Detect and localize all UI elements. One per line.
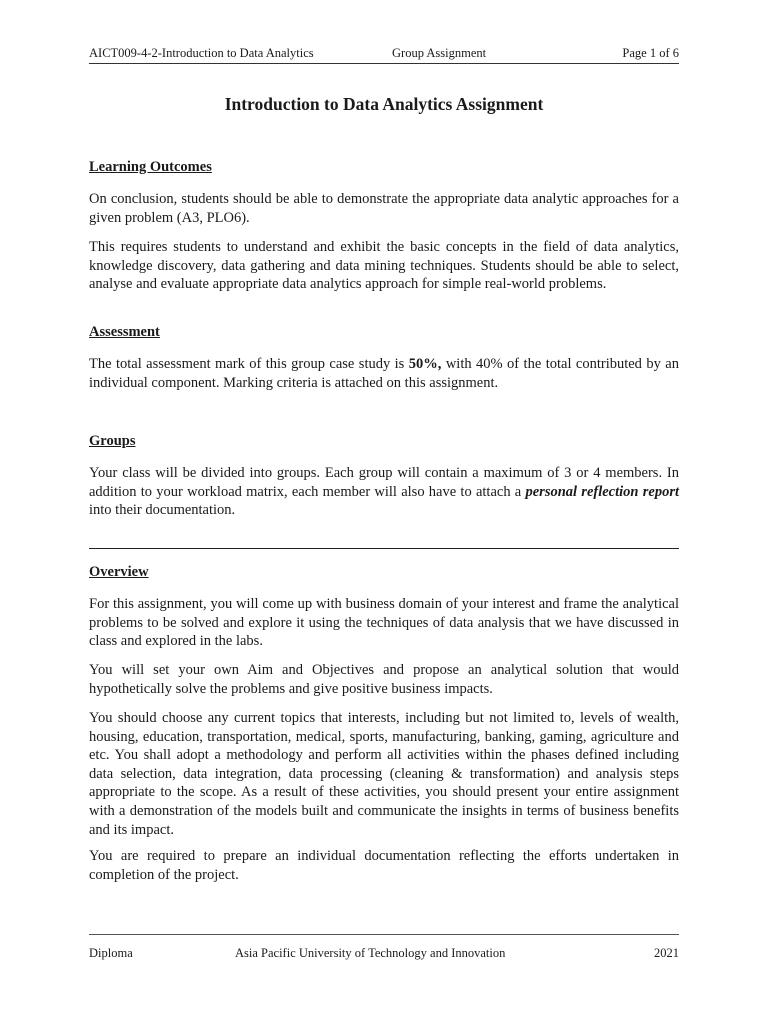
overview-paragraph-4: You are required to prepare an individual documentation reflecting the efforts undertaken in completion of the project. bbox=[89, 848, 679, 883]
document-title: Introduction to Data Analytics Assignment bbox=[224, 94, 544, 114]
overview-paragraph-1: For this assignment, you will come up with business domain of your interest and frame the analytical problems to be solved and explore it using the techniques of data analysis that we have discussed in class and explored in the labs. bbox=[89, 596, 679, 650]
overview-paragraph-3: You should choose any current topics that interests, including but not limited to, levels of wealth, housing, education, transportation, medical, sports, manufacturing, banking, gaming, agriculture and etc. You shall adopt a methodology and perform all activities within the phases defined including data selection, data integration, data processing (cleaning & transformation) and analysis steps appropriate to the scope. As a result of these activities, you should present your entire assignment with a demonstration of the models built and communicate the insights in terms of business benefits and its impact. bbox=[89, 710, 679, 838]
page-footer bbox=[89, 934, 679, 963]
overview-paragraph-2: You will set your own Aim and Objectives and propose an analytical solution that would hypothetically solve the problems and give positive business impacts. bbox=[89, 662, 679, 697]
heading-overview: Overview bbox=[89, 564, 149, 580]
assessment-text-start: The total assessment mark of this group case study is bbox=[89, 356, 409, 372]
footer-year: 2021 bbox=[654, 946, 679, 960]
header-course: AICT009-4-2-Introduction to Data Analytics bbox=[89, 46, 314, 60]
assessment-paragraph bbox=[89, 355, 679, 392]
groups-text-start: Your class will be divided into groups. Each group will contain a maximum of 3 or 4 members. In addition to your workload matrix, each member will also have to attach a bbox=[89, 465, 679, 500]
heading-groups: Groups bbox=[89, 433, 136, 449]
header-page-number: Page 1 of 6 bbox=[622, 46, 679, 60]
learning-outcomes-paragraph-2: This requires students to understand and exhibit the basic concepts in the field of data analytics, knowledge discovery, data gathering and data mining techniques. Students should be able to select, analyse and evaluate appropriate data analytics approach for simple real-world problems. bbox=[89, 239, 679, 293]
heading-assessment: Assessment bbox=[89, 324, 160, 340]
assessment-text-end: with 40% of the total contributed by an individual component. Marking criteria is attached on this assignment. bbox=[89, 356, 679, 391]
footer-program: Diploma bbox=[89, 946, 133, 960]
assessment-weight: 50%, bbox=[408, 356, 442, 372]
heading-learning-outcomes: Learning Outcomes bbox=[89, 159, 212, 175]
personal-reflection-report: personal reflection report bbox=[525, 483, 679, 500]
learning-outcomes-paragraph-1: On conclusion, students should be able to demonstrate the appropriate data analytic approaches for a given problem (A3, PLO6). bbox=[89, 191, 679, 226]
section-divider bbox=[89, 548, 679, 549]
header-type: Group Assignment bbox=[392, 46, 487, 60]
groups-paragraph bbox=[89, 464, 679, 520]
groups-text-end: into their documentation. bbox=[89, 502, 236, 519]
footer-institution: Asia Pacific University of Technology and Innovation bbox=[235, 946, 506, 960]
page-header bbox=[89, 45, 679, 64]
